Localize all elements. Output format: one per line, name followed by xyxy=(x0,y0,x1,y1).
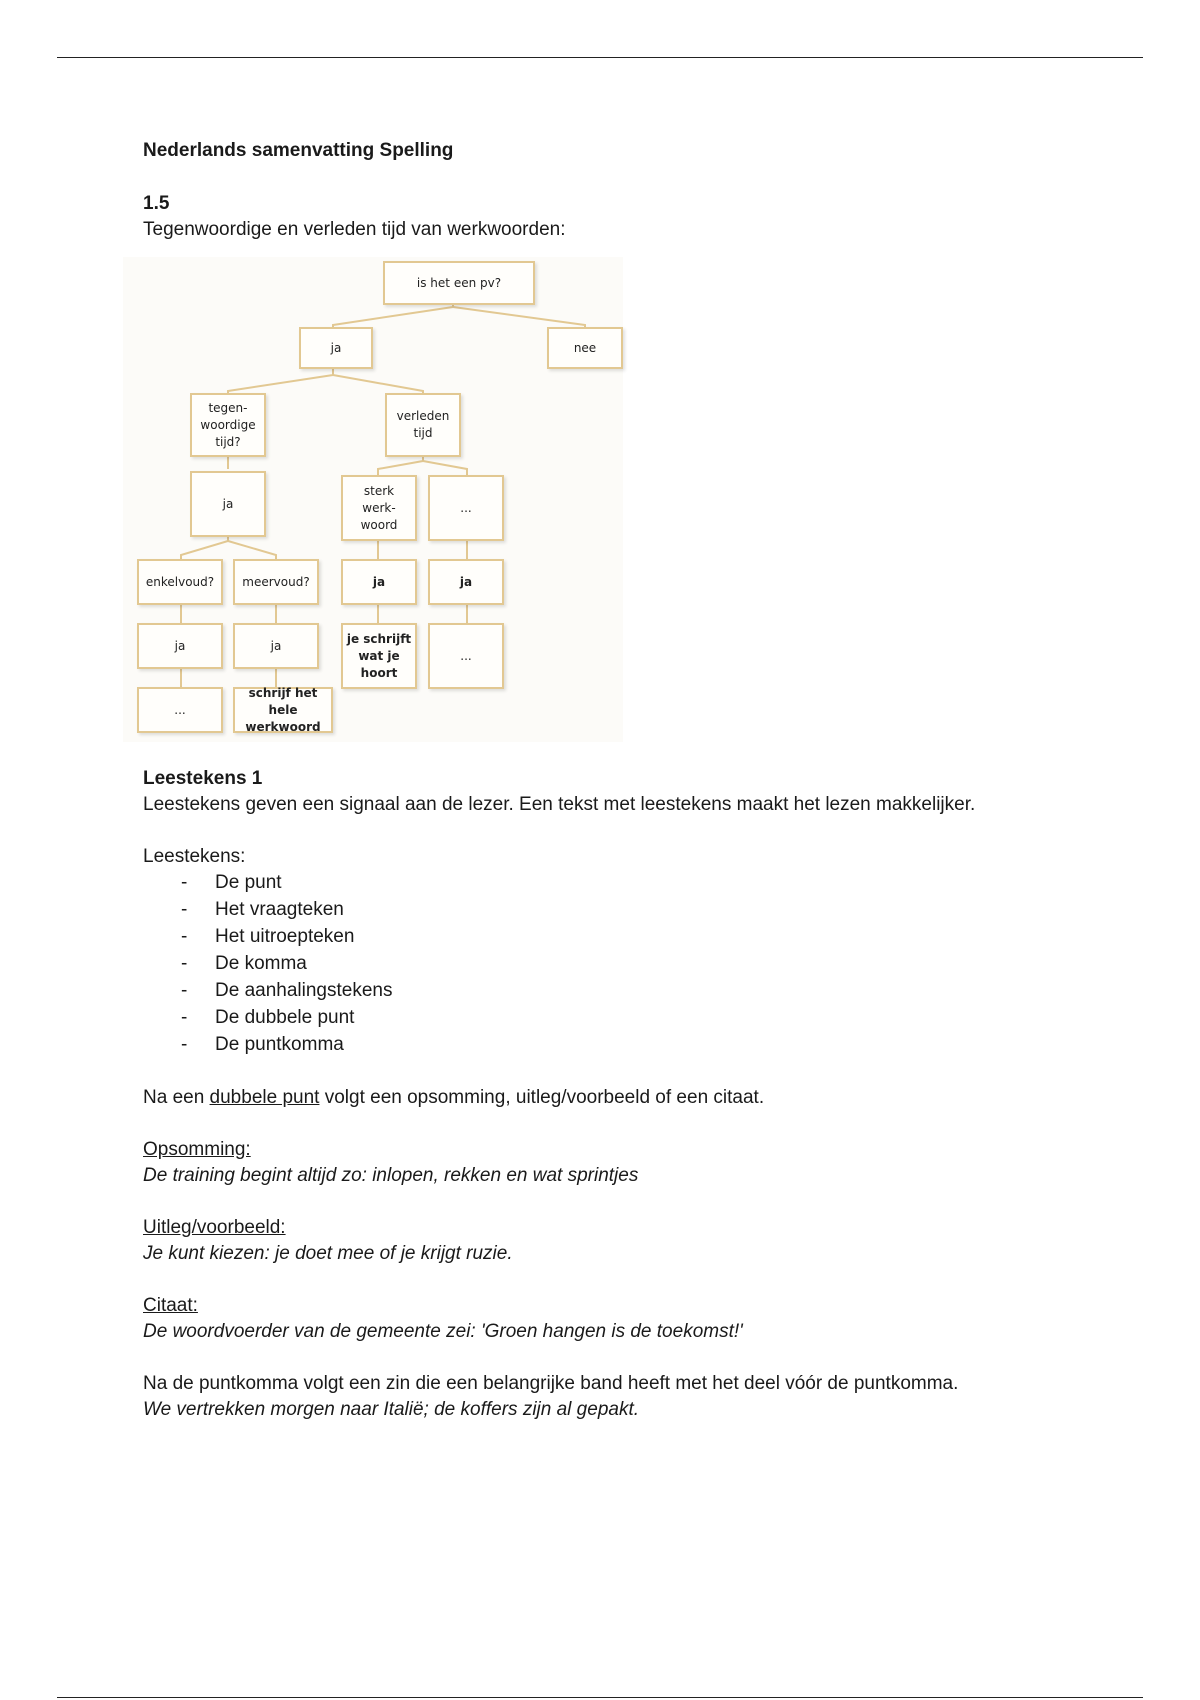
connector-root-ja xyxy=(333,301,453,329)
leestekens-heading: Leestekens 1 xyxy=(143,768,263,789)
node-verleden-tijd: verleden tijd xyxy=(385,393,461,457)
connector-ja-verleden xyxy=(333,375,423,395)
node-sterk-werkwoord: sterk werk- woord xyxy=(341,475,417,541)
node-other-ja: ja xyxy=(428,559,504,605)
node-je-schrijft-wat-je-hoort: je schrijft wat je hoort xyxy=(341,623,417,689)
top-rule xyxy=(57,57,1143,58)
bottom-rule xyxy=(57,1697,1143,1698)
uitleg-example: Je kunt kiezen: je doet mee of je krijgt ruzie. xyxy=(143,1243,513,1264)
node-is-het-een-pv: is het een pv? xyxy=(383,261,535,305)
node-enkelvoud-ja: ja xyxy=(137,623,223,669)
section-number: 1.5 xyxy=(143,193,170,214)
connector-ja-enkelvoud xyxy=(181,537,228,561)
leestekens-list-label: Leestekens: xyxy=(143,846,246,867)
document-body xyxy=(143,138,1083,1423)
citaat-example: De woordvoerder van de gemeente zei: 'Groen hangen is de toekomst!' xyxy=(143,1321,743,1342)
node-schrijf-het-hele-werkwoord: schrijf het hele werkwoord xyxy=(233,687,333,733)
citaat-label: Citaat: xyxy=(143,1295,198,1316)
node-enkelvoud-result: ... xyxy=(137,687,223,733)
node-other-result: ... xyxy=(428,623,504,689)
list-item: - De aanhalingstekens xyxy=(143,978,1083,1005)
list-item: - Het uitroepteken xyxy=(143,924,1083,951)
connector-verleden-sterk xyxy=(378,457,423,475)
dubbele-punt-rule: Na een dubbele punt volgt een opsomming, uitleg/voorbeeld of een citaat. xyxy=(143,1087,765,1108)
puntkomma-example: We vertrekken morgen naar Italië; de koffers zijn al gepakt. xyxy=(143,1399,640,1420)
connector-ja-tegenwoordig xyxy=(228,369,333,395)
section-intro: Tegenwoordige en verleden tijd van werkwoorden: xyxy=(143,219,566,240)
node-tegenwoordig-ja: ja xyxy=(190,471,266,537)
node-sterk-ja: ja xyxy=(341,559,417,605)
list-item: - Het vraagteken xyxy=(143,897,1083,924)
opsomming-example: De training begint altijd zo: inlopen, rekken en wat sprintjes xyxy=(143,1165,639,1186)
node-ja: ja xyxy=(299,327,373,369)
node-other-verleden: ... xyxy=(428,475,504,541)
node-enkelvoud: enkelvoud? xyxy=(137,559,223,605)
uitleg-label: Uitleg/voorbeeld: xyxy=(143,1217,286,1238)
connector-verleden-other xyxy=(423,461,467,475)
node-meervoud-ja: ja xyxy=(233,623,319,669)
node-tegenwoordige-tijd: tegen- woordige tijd? xyxy=(190,393,266,457)
connector-root-nee xyxy=(453,307,585,329)
dubbele-punt-term: dubbele punt xyxy=(209,1087,320,1108)
list-item: - De dubbele punt xyxy=(143,1005,1083,1032)
opsomming-label: Opsomming: xyxy=(143,1139,251,1160)
node-nee: nee xyxy=(547,327,623,369)
list-item: - De komma xyxy=(143,951,1083,978)
verb-tense-flowchart xyxy=(123,257,623,742)
page-title: Nederlands samenvatting Spelling xyxy=(143,140,454,161)
leestekens-list xyxy=(143,870,1083,1059)
list-item: - De punt xyxy=(143,870,1083,897)
node-meervoud: meervoud? xyxy=(233,559,319,605)
puntkomma-rule: Na de puntkomma volgt een zin die een belangrijke band heeft met het deel vóór de puntkomma. xyxy=(143,1373,959,1394)
connector-ja-meervoud xyxy=(228,541,276,561)
leestekens-intro: Leestekens geven een signaal aan de lezer. Een tekst met leestekens maakt het lezen makkelijker. xyxy=(143,794,976,815)
list-item: - De puntkomma xyxy=(143,1032,1083,1059)
